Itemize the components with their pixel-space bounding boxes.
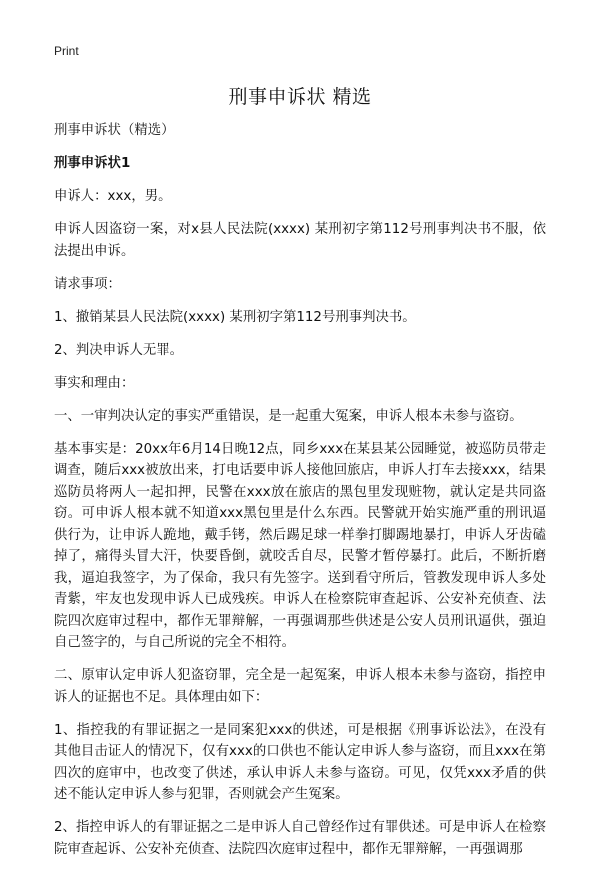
point-one: 一、一审判决认定的事实严重错误，是一起重大冤案，申诉人根本未参与盗窃。 [54, 408, 523, 424]
request-item-2: 2、判决申诉人无罪。 [54, 342, 184, 358]
print-link[interactable]: Print [54, 44, 79, 58]
basic-facts-paragraph: 基本事实是：20xx年6月14日晚12点，同乡xxx在某县某公园睡觉，被巡防员带走调查，随后xxx被放出来，打电话要申诉人接他回旅店，申诉人打车去接xxx，结果巡防员将两人一起扣押，民警在xxx放在旅店的黑包里发现赃物，就认定是共同盗窃。可申诉人根本就不知道xxx黑包里是什么东西。民警就开始实施严重的刑讯逼供行为，让申诉人跪地，戴手铐，然后踢足球一样拳打脚踢地暴打，申诉人牙齿磕掉了，痛得头冒大汗，快要昏倒，就咬舌自尽，民警才暂停暴打。此后，不断折磨我，逼迫我签字，为了保命，我只有先签字。送到看守所后，管教发现申诉人多处青紫，牢友也发现申诉人已成残疾。申诉人在检察院审查起诉、公安补充侦查、法院四次庭审过程中，都作无罪辩解，一再强调那些供述是公安人员刑讯逼供，强迫自己签字的，与自己所说的完全不相符。 [54, 441, 546, 650]
point-two: 二、原审认定申诉人犯盗窃罪，完全是一起冤案，申诉人根本未参与盗窃，指控申诉人的证据也不足。具体理由如下： [54, 668, 546, 705]
document-body [54, 120, 546, 872]
requests-heading: 请求事项： [54, 276, 121, 292]
request-item-1: 1、撤销某县人民法院(xxxx) 某刑初字第112号刑事判决书。 [54, 309, 416, 325]
petitioner-line: 申诉人：xxx，男。 [54, 189, 172, 204]
document-title: 刑事申诉状 精选 [228, 86, 372, 108]
facts-heading: 事实和理由： [54, 375, 135, 391]
reason-item-1: 1、指控我的有罪证据之一是同案犯xxx的供述，可是根据《刑事诉讼法》，在没有其他目击证人的情况下，仅有xxx的口供也不能认定申诉人参与盗窃，而且xxx在第四次的庭审中，也改变了供述，承认申诉人未参与盗窃。可见，仅凭xxx矛盾的供述不能认定申诉人参与犯罪，否则就会产生冤案。 [54, 722, 546, 802]
section-heading: 刑事申诉状1 [54, 156, 131, 171]
petition-intro: 申诉人因盗窃一案，对x县人民法院(xxxx) 某刑初字第112号刑事判决书不服，依法提出申诉。 [54, 222, 546, 259]
doc-subtitle: 刑事申诉状（精选） [54, 123, 175, 138]
reason-item-2: 2、指控申诉人的有罪证据之二是申诉人自己曾经作过有罪供述。可是申诉人在检察院审查起诉、公安补充侦查、法院四次庭审过程中，都作无罪辩解，一再强调那 [54, 820, 546, 857]
